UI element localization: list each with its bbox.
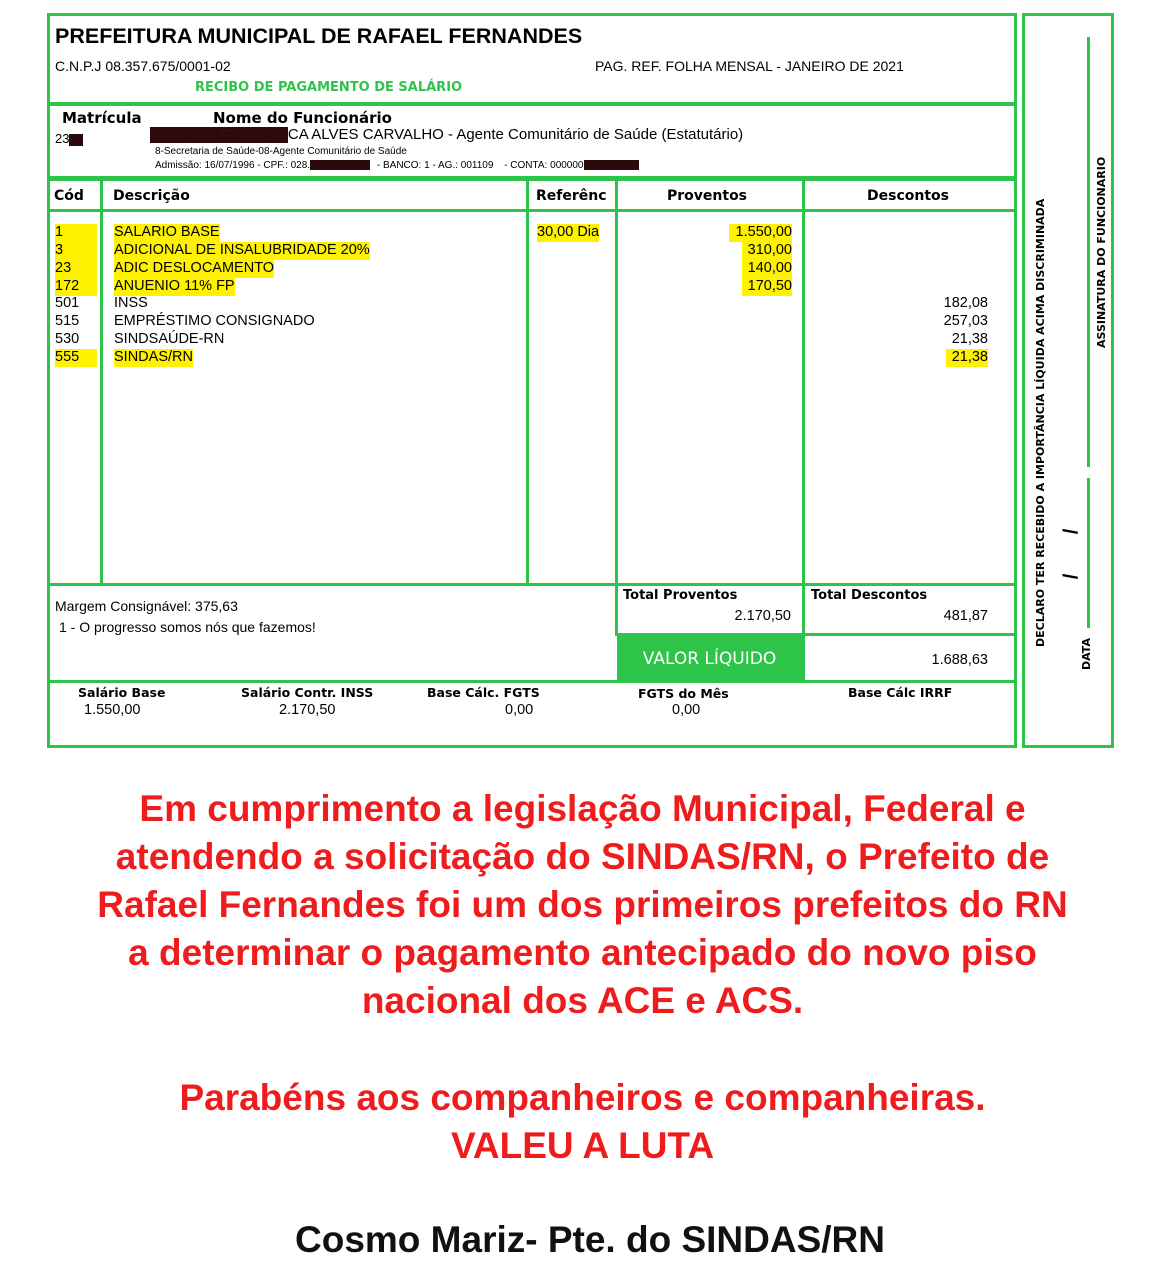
- fgts-mes: 0,00: [672, 702, 701, 718]
- base-fgts-label: Base Cálc. FGTS: [427, 685, 540, 700]
- margem-consignavel: Margem Consignável: 375,63: [55, 598, 238, 614]
- totals-col-divider: [615, 583, 618, 635]
- date-slash: /: [1060, 528, 1083, 535]
- row-cod: 530: [55, 331, 80, 347]
- redacted-name-part: VANECIA FRANCIS: [152, 127, 286, 145]
- announcement-line: a determinar o pagamento antecipado do novo piso: [128, 932, 1037, 973]
- receipt-subtitle: RECIBO DE PAGAMENTO DE SALÁRIO: [195, 80, 463, 95]
- row-prov: 140,00: [742, 260, 792, 278]
- employer-title: PREFEITURA MUNICIPAL DE RAFAEL FERNANDES: [55, 24, 583, 48]
- col-header-referencia: Referênc: [536, 188, 607, 204]
- base-irrf-label: Base Cálc IRRF: [848, 685, 953, 700]
- date-line: [1087, 478, 1090, 628]
- row-cod: 515: [55, 313, 80, 329]
- admission-info: Admissão: 16/07/1996 - CPF.: 028. - BANCO: 1 - AG.: 001109 - CONTA: 000000: [155, 160, 639, 171]
- total-proventos-label: Total Proventos: [623, 588, 738, 603]
- signature-line-text: Cosmo Mariz- Pte. do SINDAS/RN: [295, 1219, 885, 1260]
- header-divider: [47, 209, 1017, 212]
- row-desc-val: 21,38: [946, 349, 988, 367]
- row-cod: 501: [55, 295, 80, 311]
- row-desc: SINDSAÚDE-RN: [114, 331, 225, 347]
- row-cod: 1: [55, 224, 97, 242]
- declaration-text: DECLARO TER RECEBIDO A IMPORTÂNCIA LÍQUIDA ACIMA DISCRIMINADA: [1034, 198, 1047, 647]
- col-header-cod: Cód: [54, 188, 84, 204]
- matricula-label: Matrícula: [62, 109, 142, 127]
- matricula-value: 23: [55, 131, 83, 146]
- total-proventos: 2.170,50: [734, 608, 791, 624]
- cnpj: C.N.P.J 08.357.675/0001-02: [55, 58, 231, 74]
- row-prov: 310,00: [742, 242, 792, 260]
- salario-base-label: Salário Base: [78, 685, 166, 700]
- employee-name-label: Nome do Funcionário: [213, 109, 392, 127]
- row-desc: EMPRÉSTIMO CONSIGNADO: [114, 313, 315, 329]
- announcement-line: Em cumprimento a legislação Municipal, Federal e: [139, 788, 1026, 829]
- row-prov: 1.550,00: [729, 224, 792, 242]
- department: 8-Secretaria de Saúde-08-Agente Comunitário de Saúde: [155, 146, 407, 157]
- date-slash: /: [1060, 573, 1083, 580]
- fgts-mes-label: FGTS do Mês: [638, 686, 729, 701]
- slogan: 1 - O progresso somos nós que fazemos!: [59, 619, 316, 635]
- row-desc: SALARIO BASE: [114, 224, 220, 240]
- row-desc: ADICIONAL DE INSALUBRIDADE 20%: [114, 242, 370, 258]
- valor-liquido: 1.688,63: [931, 652, 988, 668]
- signature-line: [1087, 37, 1090, 467]
- announcement-line: nacional dos ACE e ACS.: [361, 980, 804, 1021]
- total-descontos: 481,87: [943, 608, 988, 624]
- employee-name: VANECIA FRANCIS CA ALVES CARVALHO - Agente Comunitário de Saúde (Estatutário): [152, 126, 744, 145]
- congrats-line: VALEU A LUTA: [450, 1125, 715, 1166]
- base-fgts: 0,00: [505, 702, 534, 718]
- row-cod: 172: [55, 278, 97, 296]
- salario-contr: 2.170,50: [279, 702, 336, 718]
- row-cod: 23: [55, 260, 97, 278]
- salario-contr-label: Salário Contr. INSS: [241, 685, 374, 700]
- announcement-line: Rafael Fernandes foi um dos primeiros prefeitos do RN: [97, 884, 1068, 925]
- col-divider-3: [615, 178, 618, 586]
- col-divider-2: [526, 178, 529, 586]
- col-header-proventos: Proventos: [667, 188, 748, 204]
- row-ref: 30,00 Dia: [537, 224, 600, 240]
- announcement-line: atendendo a solicitação do SINDAS/RN, o Prefeito de: [115, 836, 1050, 877]
- salario-base: 1.550,00: [84, 702, 141, 718]
- payroll-reference: PAG. REF. FOLHA MENSAL - JANEIRO DE 2021: [595, 58, 904, 74]
- signature-label: ASSINATURA DO FUNCIONARIO: [1095, 156, 1108, 348]
- row-desc: ANUENIO 11% FP: [114, 278, 235, 294]
- total-descontos-label: Total Descontos: [811, 588, 928, 603]
- col-header-descricao: Descrição: [113, 188, 190, 204]
- valor-liquido-label: VALOR LÍQUIDO: [617, 636, 802, 683]
- row-desc: SINDAS/RN: [114, 349, 193, 365]
- congrats-line: Parabéns aos companheiros e companheiras.: [179, 1077, 986, 1118]
- row-desc: INSS: [114, 295, 148, 311]
- date-label: DATA: [1080, 638, 1093, 670]
- row-cod: 3: [55, 242, 97, 260]
- row-cod: 555: [55, 349, 97, 367]
- row-desc: ADIC DESLOCAMENTO: [114, 260, 275, 276]
- row-desc-val: 21,38: [951, 331, 988, 347]
- col-divider-1: [100, 178, 103, 586]
- row-prov: 170,50: [742, 278, 792, 296]
- col-header-descontos: Descontos: [867, 188, 949, 204]
- row-desc-val: 257,03: [943, 313, 988, 329]
- col-divider-4: [802, 178, 805, 586]
- row-desc-val: 182,08: [943, 295, 988, 311]
